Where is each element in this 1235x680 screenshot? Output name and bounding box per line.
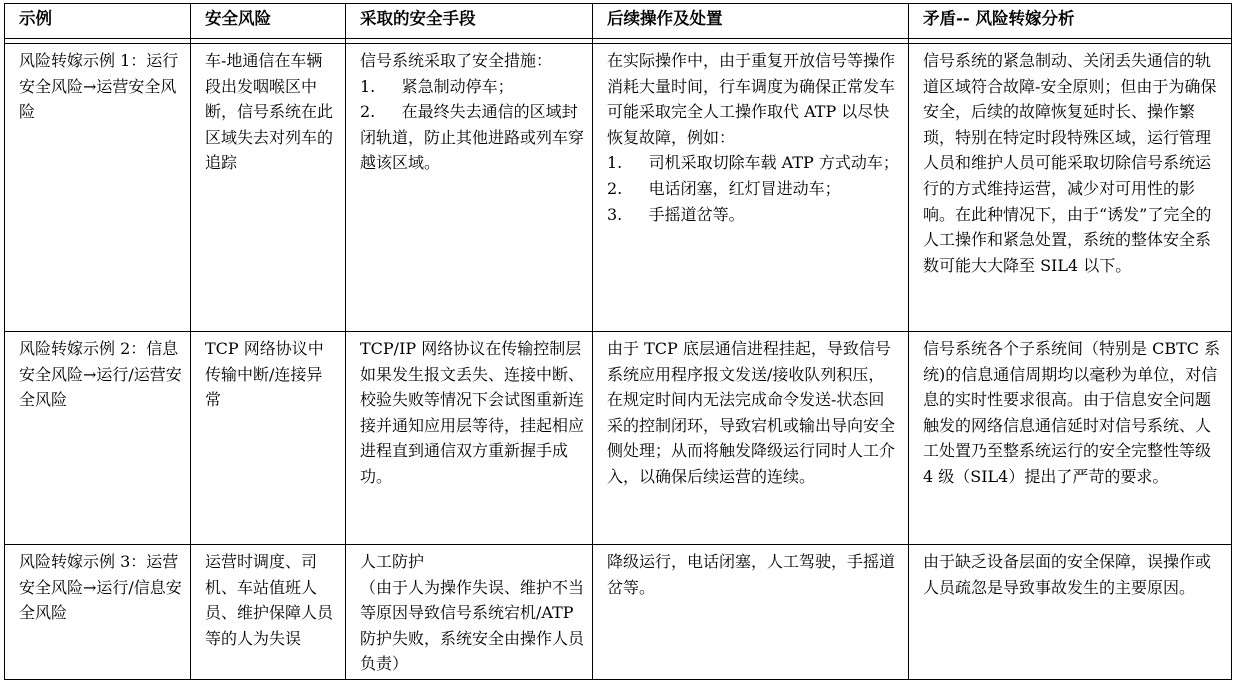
cell-analysis: 信号系统各个子系统间（特别是 CBTC 系统)的信息通信周期均以毫秒为单位，对信息的实时性要求很高。由于信息安全问题触发的网络信息通信延时对信号系统、人工处置乃至整系统运行的安全完整性等级 4 级（SIL4）提出了严苛的要求。 bbox=[909, 332, 1232, 545]
table-row bbox=[5, 332, 1232, 545]
measures-note: （由于人为操作失误、维护不当等原因导致信号系统宕机/ATP 防护失败，系统安全由操作人员负责） bbox=[360, 577, 585, 674]
table-row bbox=[5, 44, 1232, 332]
cell-analysis: 信号系统的紧急制动、关闭丢失通信的轨道区域符合故障-安全原则；但由于为确保安全，后续的故障恢复延时长、操作繁琐，特别在特定时段特殊区域，运行管理人员和维护人员可能采取切除信号系统运行的方式维持运营，减少对可用性的影响。在此种情况下，由于“诱发”了完全的人工操作和紧急处置，系统的整体安全系数可能大大降至 SIL4 以下。 bbox=[909, 44, 1232, 332]
table-row bbox=[5, 545, 1232, 680]
measures-item bbox=[360, 99, 584, 176]
measures-intro: 信号系统采取了安全措施： bbox=[360, 51, 553, 70]
followup-item bbox=[607, 202, 900, 228]
item-text: 司机采取切除车载 ATP 方式动车； bbox=[648, 153, 899, 173]
item-text: 手摇道岔等。 bbox=[648, 204, 745, 224]
header-example: 示例 bbox=[5, 4, 191, 39]
header-measures: 采取的安全手段 bbox=[346, 4, 593, 39]
followup-intro: 在实际操作中，由于重复开放信号等操作消耗大量时间，行车调度为确保正常发车可能采取完全人工操作取代 ATP 以尽快恢复故障，例如： bbox=[607, 51, 896, 147]
cell-risk: TCP 网络协议中传输中断/连接异常 bbox=[191, 332, 346, 545]
followup-item bbox=[607, 176, 900, 202]
cell-risk: 运营时调度、司机、车站值班人员、维护保障人员等的人为失误 bbox=[191, 545, 346, 680]
item-number: 2. bbox=[360, 102, 376, 122]
cell-risk: 车-地通信在车辆段出发咽喉区中断，信号系统在此区域失去对列车的追踪 bbox=[191, 44, 346, 332]
item-number: 1. bbox=[360, 76, 376, 96]
cell-followup: 降级运行，电话闭塞，人工驾驶，手摇道岔等。 bbox=[593, 545, 909, 680]
cell-analysis: 由于缺乏设备层面的安全保障，误操作或人员疏忽是导致事故发生的主要原因。 bbox=[909, 545, 1232, 680]
cell-measures: TCP/IP 网络协议在传输控制层如果发生报文丢失、连接中断、校验失败等情况下会试图重新连接并通知应用层等待，挂起相应进程直到通信双方重新握手成功。 bbox=[346, 332, 593, 545]
item-number: 2. bbox=[607, 178, 623, 198]
followup-item bbox=[607, 150, 900, 176]
item-text: 在最终失去通信的区域封闭轨道，防止其他进路或列车穿越该区域。 bbox=[360, 102, 585, 173]
measures-title: 人工防护 bbox=[360, 552, 425, 571]
header-analysis: 矛盾-- 风险转嫁分析 bbox=[909, 4, 1232, 39]
item-text: 电话闭塞，红灯冒进动车； bbox=[648, 178, 841, 198]
measures-item bbox=[360, 74, 584, 100]
header-risk: 安全风险 bbox=[191, 4, 346, 39]
table-header-row bbox=[5, 4, 1232, 39]
header-followup: 后续操作及处置 bbox=[593, 4, 909, 39]
item-text: 紧急制动停车； bbox=[401, 76, 514, 96]
cell-measures bbox=[346, 545, 593, 680]
item-number: 1. bbox=[607, 153, 623, 173]
risk-transfer-table bbox=[4, 3, 1232, 680]
item-number: 3. bbox=[607, 204, 623, 224]
cell-example: 风险转嫁示例 1：运行安全风险→运营安全风险 bbox=[5, 44, 191, 332]
cell-measures bbox=[346, 44, 593, 332]
cell-example: 风险转嫁示例 2：信息安全风险→运行/运营安全风险 bbox=[5, 332, 191, 545]
cell-followup: 由于 TCP 底层通信进程挂起，导致信号系统应用程序报文发送/接收队列积压，在规定时间内无法完成命令发送-状态回采的控制闭环，导致宕机或输出导向安全侧处理；从而将触发降级运行同时人工介入，以确保后续运营的连续。 bbox=[593, 332, 909, 545]
cell-followup bbox=[593, 44, 909, 332]
cell-example: 风险转嫁示例 3：运营安全风险→运行/信息安全风险 bbox=[5, 545, 191, 680]
